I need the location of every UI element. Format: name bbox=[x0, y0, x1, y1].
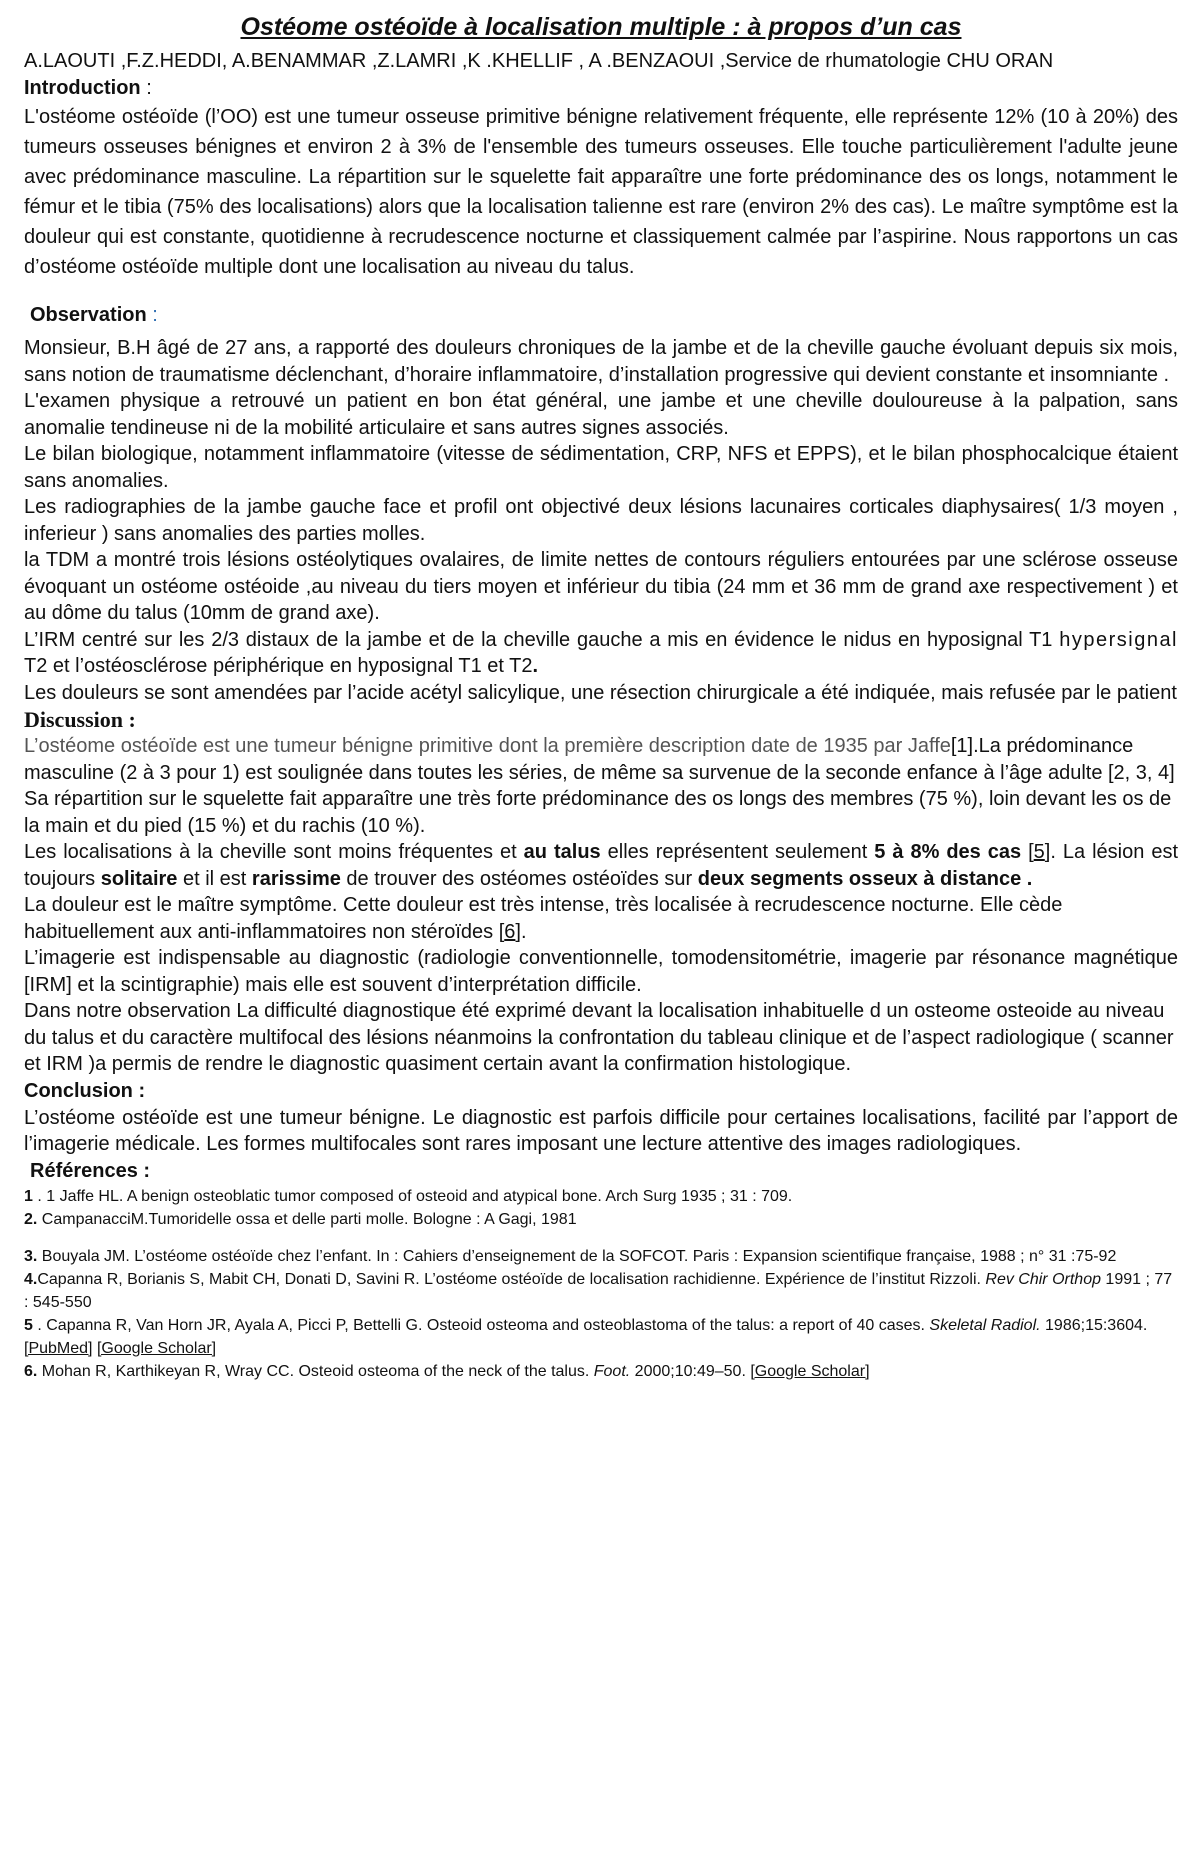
paper-page bbox=[24, 8, 1178, 1383]
paper-title: Ostéome ostéoïde à localisation multiple : à propos d’un cas bbox=[240, 13, 962, 41]
reference-4: 4.Capanna R, Borianis S, Mabit CH, Donati D, Savini R. L’ostéome ostéoïde de localisation rachidienne. Expérience de l’institut Rizzoli. Rev Chir Orthop 1991 ; 77 : 545-550 bbox=[24, 1270, 1173, 1311]
google-scholar-link[interactable]: [Google Scholar] bbox=[96, 1339, 217, 1357]
author-line: A.LAOUTI ,F.Z.HEDDI, A.BENAMMAR ,Z.LAMRI ,K .KHELLIF , A .BENZAOUI ,Service de rhumatologie CHU ORAN bbox=[24, 50, 1054, 72]
conclusion-paragraph: L’ostéome ostéoïde est une tumeur bénigne. Le diagnostic est parfois difficile pour certaines localisations, facilité par l’apport de l’imagerie médicale. Les formes multifocales sont rares imposant une lecture attentive des images radiologiques. bbox=[24, 1106, 1178, 1155]
observation-paragraph-3: Le bilan biologique, notamment inflammatoire (vitesse de sédimentation, CRP, NFS et EPPS), et le bilan phosphocalcique étaient sans anomalies. bbox=[24, 443, 1178, 492]
reference-link-6[interactable]: 6 bbox=[504, 920, 516, 943]
observation-paragraph-6: L’IRM centré sur les 2/3 distaux de la jambe et de la cheville gauche a mis en évidence le nidus en hyposignal T1 hypersignal T2 et l’ostéosclérose périphérique en hyposignal T1 et T2. bbox=[24, 628, 1179, 677]
pubmed-link[interactable]: [PubMed] bbox=[24, 1339, 93, 1357]
observation-paragraph-5: la TDM a montré trois lésions ostéolytiques ovalaires, de limite nettes de contours réguliers entourées par une sclérose osseuse évoquant un ostéome ostéoide ,au niveau du tiers moyen et inférieur du tibia (24 mm et 36 mm de grand axe respectivement ) et au dôme du talus (10mm de grand axe). bbox=[24, 549, 1178, 624]
introduction-heading: Introduction : bbox=[24, 77, 152, 99]
discussion-paragraph-4: La douleur est le maître symptôme. Cette douleur est très intense, très localisée à recrudescence nocturne. Elle cède habituellement aux anti-inflammatoires non stéroïdes [6]. bbox=[24, 894, 1063, 943]
discussion-paragraph-5: L’imagerie est indispensable au diagnostic (radiologie conventionnelle, tomodensitométrie, imagerie par résonance magnétique [IRM] et la scintigraphie) mais elle est souvent d’interprétation difficile. bbox=[24, 947, 1178, 996]
reference-2: 2. CampanacciM.Tumoridelle ossa et delle parti molle. Bologne : A Gagi, 1981 bbox=[24, 1210, 577, 1228]
reference-6: 6. Mohan R, Karthikeyan R, Wray CC. Osteoid osteoma of the neck of the talus. Foot. 2000;10:49–50. [Google Scholar] bbox=[24, 1362, 870, 1380]
observation-paragraph-1: Monsieur, B.H âgé de 27 ans, a rapporté des douleurs chroniques de la jambe et de la cheville gauche évoluant depuis six mois, sans notion de traumatisme déclenchant, d’horaire inflammatoire, d’installation progressive qui devient constante et insomniante . bbox=[24, 337, 1178, 386]
reference-5: 5 . Capanna R, Van Horn JR, Ayala A, Picci P, Bettelli G. Osteoid osteoma and osteoblastoma of the talus: a report of 40 cases. Skeletal Radiol. 1986;15:3604. [PubMed] [Google Scholar] bbox=[24, 1316, 1148, 1357]
reference-link-1[interactable]: [1] bbox=[950, 735, 974, 757]
conclusion-heading: Conclusion : bbox=[24, 1079, 146, 1102]
google-scholar-link[interactable]: [Google Scholar] bbox=[750, 1362, 870, 1380]
reference-link-5[interactable]: 5 bbox=[1033, 841, 1045, 863]
observation-heading: Observation : bbox=[30, 304, 158, 326]
discussion-paragraph-1: L’ostéome ostéoïde est une tumeur bénigne primitive dont la première description date de 1935 par Jaffe[1].La prédominance masculine (2 à 3 pour 1) est soulignée dans toutes les séries, de même sa survenue de la seconde enfance à l’âge adulte [2, 3, 4] bbox=[24, 735, 1175, 784]
references-heading: Références : bbox=[30, 1159, 151, 1182]
discussion-paragraph-2: Sa répartition sur le squelette fait apparaître une très forte prédominance des os longs des membres (75 %), loin devant les os de la main et du pied (15 %) et du rachis (10 %). bbox=[24, 788, 1172, 837]
observation-paragraph-4: Les radiographies de la jambe gauche face et profil ont objectivé deux lésions lacunaires corticales diaphysaires( 1/3 moyen , inferieur ) sans anomalies des parties molles. bbox=[24, 496, 1178, 545]
observation-paragraph-7: Les douleurs se sont amendées par l’acide acétyl salicylique, une résection chirurgicale a été indiquée, mais refusée par le patient bbox=[24, 681, 1177, 704]
introduction-paragraph: L'ostéome ostéoïde (l’OO) est une tumeur osseuse primitive bénigne relativement fréquente, elle représente 12% (10 à 20%) des tumeurs osseuses bénignes et environ 2 à 3% de l'ensemble des tumeurs osseuses. Elle touche particulièrement l'adulte jeune avec prédominance masculine. La répartition sur le squelette fait apparaître une forte prédominance des os longs, notamment le fémur et le tibia (75% des localisations) alors que la localisation talienne est rare (environ 2% des cas). Le maître symptôme est la douleur qui est constante, quotidienne à recrudescence nocturne et classiquement calmée par l’aspirine. Nous rapportons un cas d’ostéome ostéoïde multiple dont une localisation au niveau du talus. bbox=[24, 106, 1178, 278]
discussion-heading: Discussion : bbox=[24, 707, 136, 732]
discussion-paragraph-3: Les localisations à la cheville sont moins fréquentes et au talus elles représentent seulement 5 à 8% des cas [5]. La lésion est toujours solitaire et il est rarissime de trouver des ostéomes ostéoïdes sur deux segments osseux à distance . bbox=[24, 841, 1179, 890]
reference-1: 1 . 1 Jaffe HL. A benign osteoblatic tumor composed of osteoid and atypical bone. Arch Surg 1935 ; 31 : 709. bbox=[24, 1187, 793, 1205]
reference-3: 3. Bouyala JM. L’ostéome ostéoïde chez l’enfant. In : Cahiers d’enseignement de la SOFCOT. Paris : Expansion scientifique française, 1988 ; n° 31 :75-92 bbox=[24, 1247, 1117, 1265]
discussion-paragraph-6: Dans notre observation La difficulté diagnostique été exprimé devant la localisation inhabituelle d un osteome osteoide au niveau du talus et du caractère multifocal des lésions néanmoins la confrontation du tableau clinique et de l’aspect radiologique ( scanner et IRM )a permis de rendre le diagnostic quasiment certain avant la confirmation histologique. bbox=[24, 1000, 1174, 1075]
observation-paragraph-2: L'examen physique a retrouvé un patient en bon état général, une jambe et une cheville douloureuse à la palpation, sans anomalie tendineuse ni de la mobilité articulaire et sans autres signes associés. bbox=[24, 390, 1178, 439]
